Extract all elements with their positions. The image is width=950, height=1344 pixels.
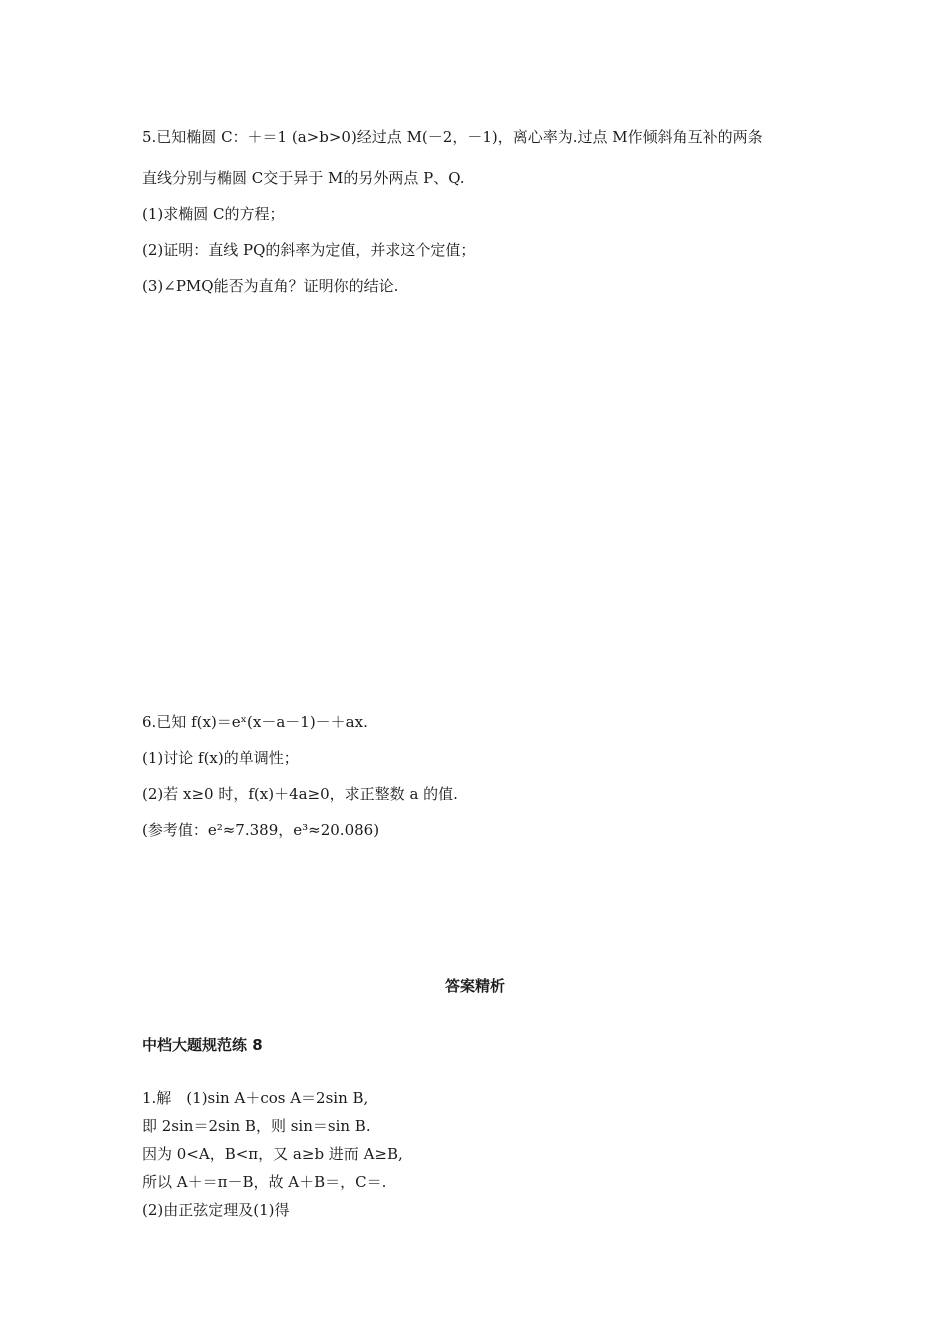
- problem-5-statement-line-1: 5.已知椭圆 C：＋＝1 (a>b>0)经过点 M(－2，－1)，离心率为.过点 M作倾斜角互补的两条: [142, 128, 763, 146]
- answer-line: 所以 A＋＝π－B，故 A＋B＝，C＝.: [142, 1173, 387, 1191]
- answer-line: (2)由正弦定理及(1)得: [142, 1201, 290, 1219]
- problem-5-statement-line-2: 直线分别与椭圆 C交于异于 M的另外两点 P、Q.: [142, 169, 465, 187]
- answer-line: 因为 0<A，B<π，又 a≥b 进而 A≥B,: [142, 1145, 403, 1163]
- problem-5-part-2: (2)证明：直线 PQ的斜率为定值，并求这个定值；: [142, 241, 476, 259]
- problem-6-reference-values: (参考值：e²≈7.389，e³≈20.086): [142, 821, 380, 839]
- answer-line: 1.解 (1)sin A＋cos A＝2sin B,: [142, 1089, 369, 1107]
- problem-6-part-2: (2)若 x≥0 时，f(x)＋4a≥0，求正整数 a 的值.: [142, 785, 458, 803]
- problem-5-part-1: (1)求椭圆 C的方程；: [142, 205, 285, 223]
- answer-line: 即 2sin＝2sin B，则 sin＝sin B.: [142, 1117, 371, 1135]
- answers-heading: 答案精析: [444, 977, 505, 995]
- problem-6-statement: 6.已知 f(x)＝eˣ(x－a－1)－＋ax.: [142, 713, 368, 731]
- problem-6-part-1: (1)讨论 f(x)的单调性；: [142, 749, 299, 767]
- section-title: 中档大题规范练 8: [142, 1036, 263, 1054]
- problem-5-part-3: (3)∠PMQ能否为直角？证明你的结论.: [142, 277, 399, 295]
